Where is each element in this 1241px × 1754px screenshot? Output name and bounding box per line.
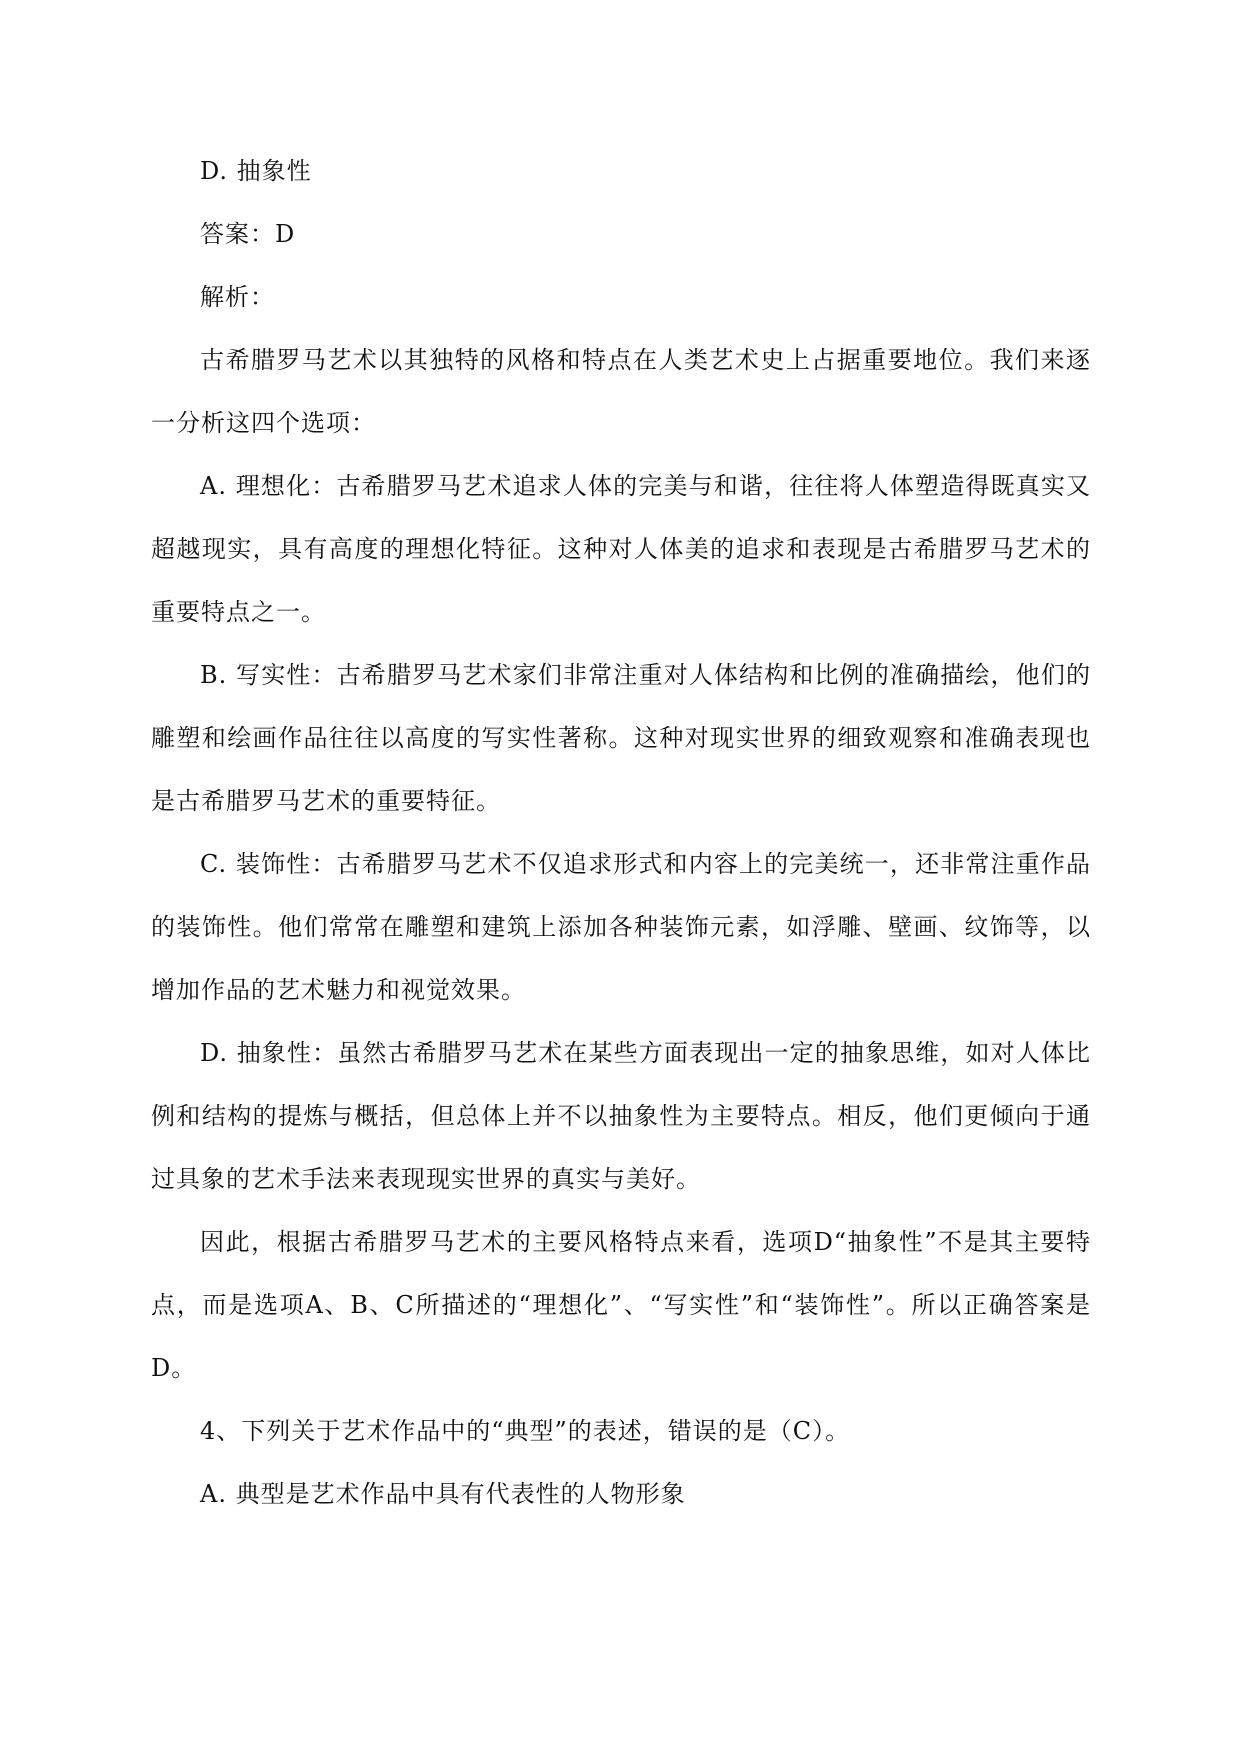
analysis-option-b: B. 写实性：古希腊罗马艺术家们非常注重对人体结构和比例的准确描绘，他们的雕塑和绘画作品往往以高度的写实性著称。这种对现实世界的细致观察和准确表现也是古希腊罗马艺术的重要特征。	[151, 661, 1091, 815]
question-4: 4、下列关于艺术作品中的“典型”的表述，错误的是（C）。	[200, 1417, 851, 1445]
analysis-intro: 古希腊罗马艺术以其独特的风格和特点在人类艺术史上占据重要地位。我们来逐一分析这四个选项：	[151, 346, 1091, 437]
analysis-option-a: A. 理想化：古希腊罗马艺术追求人体的完美与和谐，往往将人体塑造得既真实又超越现实，具有高度的理想化特征。这种对人体美的追求和表现是古希腊罗马艺术的重要特点之一。	[151, 472, 1091, 626]
option-d: D. 抽象性	[200, 157, 312, 185]
question-4-option-a: A. 典型是艺术作品中具有代表性的人物形象	[200, 1480, 686, 1508]
answer-line: 答案：D	[200, 220, 296, 248]
analysis-conclusion: 因此，根据古希腊罗马艺术的主要风格特点来看，选项D“抽象性”不是其主要特点，而是选项A、B、C所描述的“理想化”、“写实性”和“装饰性”。所以正确答案是D。	[151, 1228, 1091, 1382]
analysis-heading: 解析：	[200, 283, 275, 311]
analysis-option-c: C. 装饰性：古希腊罗马艺术不仅追求形式和内容上的完美统一，还非常注重作品的装饰性。他们常常在雕塑和建筑上添加各种装饰元素，如浮雕、壁画、纹饰等，以增加作品的艺术魅力和视觉效果。	[151, 850, 1091, 1004]
document-body	[151, 140, 1091, 1526]
analysis-option-d: D. 抽象性：虽然古希腊罗马艺术在某些方面表现出一定的抽象思维，如对人体比例和结构的提炼与概括，但总体上并不以抽象性为主要特点。相反，他们更倾向于通过具象的艺术手法来表现现实世界的真实与美好。	[151, 1039, 1091, 1193]
